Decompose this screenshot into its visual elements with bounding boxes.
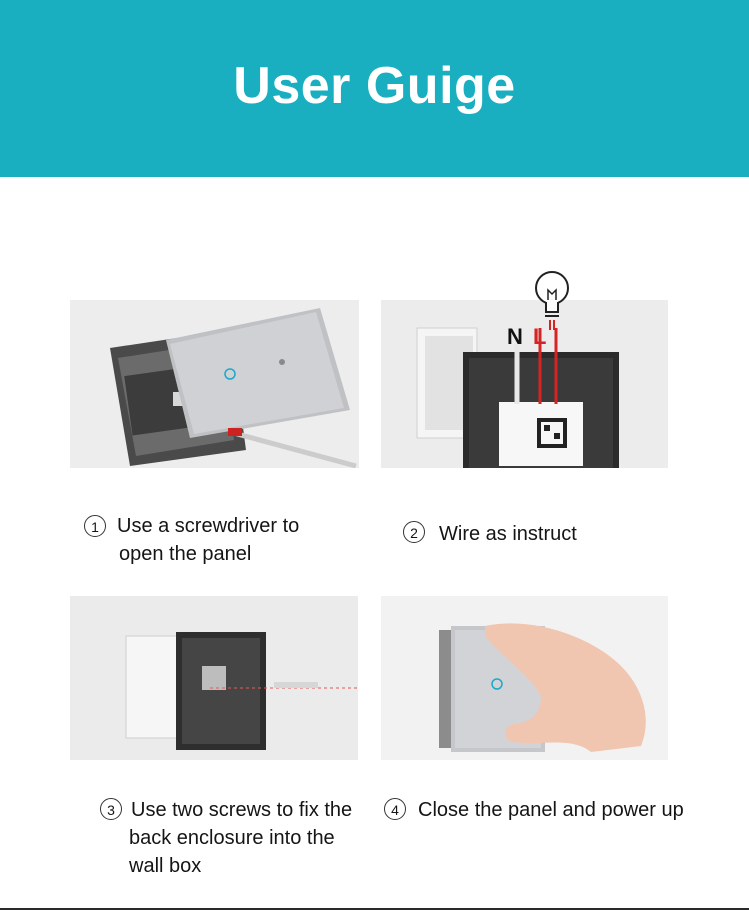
step-text-line: open the panel <box>119 543 252 565</box>
step-number: 4 <box>384 798 406 820</box>
step-number: 2 <box>403 521 425 543</box>
step-text-line: wall box <box>129 855 202 877</box>
step-text-line: Wire as instruct <box>439 523 577 545</box>
step-text-line: Close the panel and power up <box>418 799 684 821</box>
step-text-line: Use a screwdriver to <box>117 515 300 537</box>
header-banner <box>0 0 749 177</box>
step-2-photo <box>381 300 668 468</box>
live-label: L <box>533 324 547 349</box>
step-3-photo <box>70 596 358 760</box>
bottom-divider <box>0 908 749 910</box>
light-bulb-icon <box>530 268 574 330</box>
page-title: User Guige <box>233 57 516 115</box>
step-4-photo <box>381 596 668 760</box>
step-number: 3 <box>100 798 122 820</box>
neutral-label: N <box>507 324 523 349</box>
step-1-photo <box>70 300 359 468</box>
step-number: 1 <box>84 515 106 537</box>
step-text-line: Use two screws to fix the <box>131 799 353 821</box>
step-text-line: back enclosure into the <box>129 827 335 849</box>
